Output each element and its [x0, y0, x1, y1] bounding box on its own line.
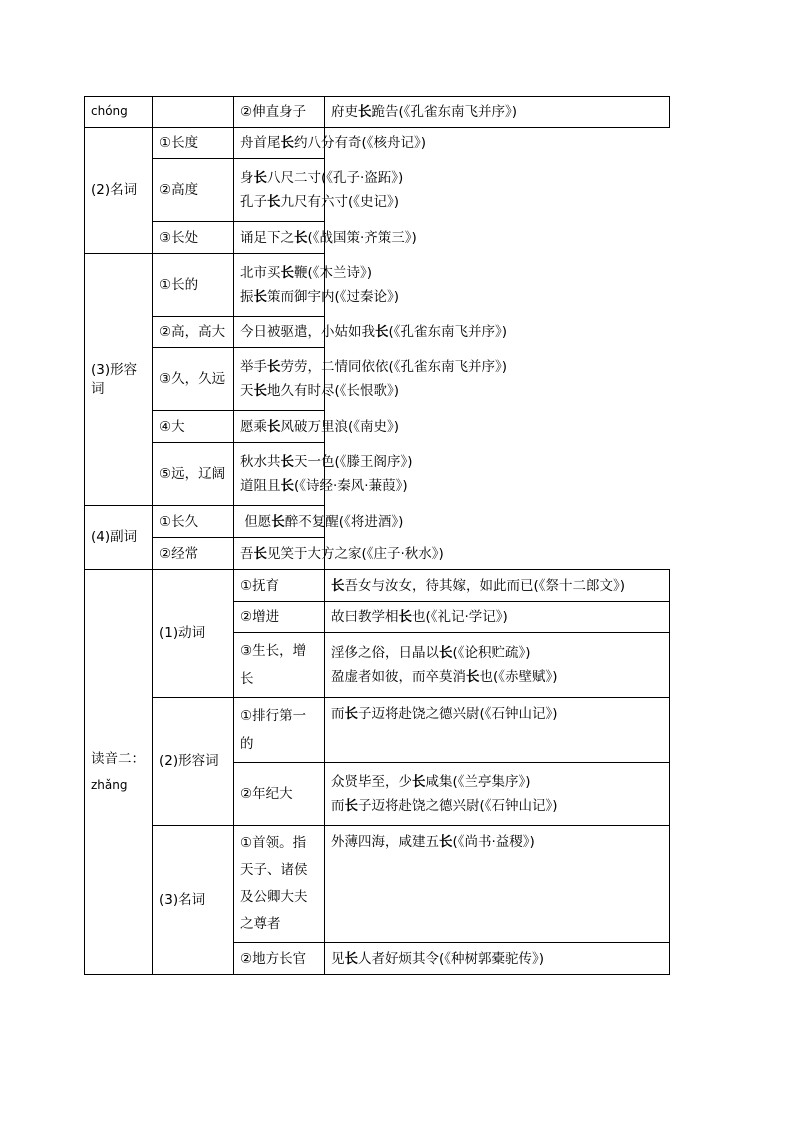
example-line: 振长策而御宇内(《过秦论》) [240, 289, 400, 305]
highlighted-character: 长 [280, 265, 294, 281]
meaning-text: ②地方长官 [240, 950, 307, 967]
example-line: 而长子迈将赴饶之德兴尉(《石钟山记》) [331, 798, 558, 814]
highlighted-character: 长 [253, 170, 267, 186]
example-cell [325, 570, 670, 602]
highlighted-character: 长 [466, 669, 480, 685]
highlighted-character: 长 [267, 194, 281, 210]
highlighted-character: 长 [439, 645, 453, 661]
highlighted-character: 长 [280, 135, 294, 151]
meaning-text: ③久，久远 [159, 371, 226, 387]
meaning-cell [153, 254, 234, 317]
meaning-text: ②增进 [240, 609, 280, 625]
meaning-cell [153, 159, 234, 222]
example-cell [234, 443, 413, 506]
example-line: 长吾女与汝女，待其嫁，如此而已(《祭十二郎文》) [331, 577, 626, 594]
example-line: 北市买长鞭(《木兰诗》) [240, 265, 373, 281]
meaning-cell [153, 128, 234, 159]
example-line: 身长八尺二寸(《孔子·盗跖》) [240, 170, 404, 186]
meaning-cell [153, 506, 234, 538]
meaning-cell [234, 570, 325, 602]
highlighted-character: 长 [271, 513, 285, 530]
meaning-text: ①抚育 [240, 577, 280, 594]
meaning-text: ①排行第一的 [240, 708, 307, 752]
meaning-text: ⑤远，辽阔 [159, 466, 226, 482]
example-line: 举手长劳劳，二情同依依(《孔雀东南飞并序》) [240, 359, 508, 375]
meaning-text: ②经常 [159, 545, 199, 562]
example-line: 外薄四海，咸建五长(《尚书·益稷》) [331, 834, 535, 850]
highlighted-character: 长 [344, 950, 358, 967]
meaning-cell [234, 943, 325, 975]
example-cell [234, 222, 417, 254]
pronunciation-cell [85, 570, 153, 975]
meaning-cell [153, 317, 234, 348]
example-cell [234, 538, 444, 570]
meaning-cell [153, 222, 234, 254]
meaning-cell [234, 97, 325, 128]
pronunciation-cell [85, 97, 153, 128]
highlighted-character: 长 [294, 229, 308, 246]
meaning-text: ①长久 [159, 513, 199, 530]
meaning-cell [153, 538, 234, 570]
meaning-text: ②伸直身子 [240, 104, 307, 120]
meaning-text: ①长的 [159, 277, 199, 293]
example-line: 但愿长醉不复醒(《将进酒》) [240, 513, 404, 530]
meaning-cell [234, 602, 325, 633]
example-cell [234, 254, 400, 317]
pos-cell: (2)形容词 [153, 698, 234, 826]
example-line: 孔子长九尺有六寸(《史记》) [240, 194, 400, 210]
example-line: 舟首尾长约八分有奇(《核舟记》) [240, 135, 427, 151]
highlighted-character: 长 [253, 289, 267, 305]
example-cell [234, 506, 404, 538]
meaning-cell [234, 633, 325, 698]
meaning-text: ②高，高大 [159, 324, 226, 340]
pos-cell: (3)名词 [153, 826, 234, 975]
example-cell [325, 943, 670, 975]
pos-cell: (1)动词 [153, 570, 234, 698]
highlighted-character: 长 [267, 359, 281, 375]
example-cell [234, 128, 427, 159]
table-row [85, 506, 670, 538]
meaning-cell [153, 348, 234, 411]
highlighted-character: 长 [267, 418, 281, 435]
pos-cell [153, 97, 234, 128]
example-line: 愿乘长风破万里浪(《南史》) [240, 418, 400, 435]
example-cell [234, 411, 400, 443]
meaning-text: ③生长，增长 [240, 643, 307, 687]
meaning-cell [234, 826, 325, 943]
highlighted-character: 长 [398, 609, 412, 625]
example-cell [325, 763, 670, 826]
meaning-text: ②高度 [159, 182, 199, 198]
example-line: 今日被驱遣，小姑如我长(《孔雀东南飞并序》) [240, 324, 508, 340]
example-cell [325, 633, 670, 698]
pos-cell: (3)形容词 [85, 254, 153, 506]
meaning-text: ①首领。指天子、诸侯及公卿大夫之尊者 [240, 835, 308, 932]
example-cell [325, 602, 670, 633]
table-row [85, 348, 670, 411]
example-line: 众贤毕至，少长咸集(《兰亭集序》) [331, 774, 531, 790]
meaning-cell [153, 443, 234, 506]
example-line: 吾长见笑于大方之家(《庄子·秋水》) [240, 545, 444, 562]
highlighted-character: 长 [331, 577, 345, 594]
example-cell [234, 317, 508, 348]
example-line: 淫侈之俗，日晶以长(《论积贮疏》) [331, 645, 531, 661]
meaning-cell [153, 411, 234, 443]
highlighted-character: 长 [344, 798, 358, 814]
meaning-cell [234, 698, 325, 763]
meaning-cell [234, 763, 325, 826]
example-line: 盈虚者如彼，而卒莫消长也(《赤壁赋》) [331, 669, 558, 685]
example-cell [325, 698, 670, 763]
table-row [85, 826, 670, 943]
example-line: 府吏长跪告(《孔雀东南飞并序》) [331, 104, 518, 120]
example-line: 见长人者好烦其令(《种树郭橐驼传》) [331, 950, 545, 967]
example-line: 故曰教学相长也(《礼记·学记》) [331, 609, 508, 625]
example-cell [325, 97, 670, 128]
meaning-text: ②年纪大 [240, 786, 293, 802]
table-row [85, 254, 670, 317]
table-row [85, 128, 670, 159]
highlighted-character: 长 [375, 324, 389, 340]
pinyin-label: chóng [91, 104, 128, 118]
example-line: 道阻且长(《诗经·秦风·蒹葭》) [240, 478, 408, 494]
highlighted-character: 长 [253, 383, 267, 399]
example-line: 天长地久有时尽(《长恨歌》) [240, 383, 400, 399]
table-row [85, 159, 670, 222]
table-row [85, 411, 670, 443]
example-line: 而长子迈将赴饶之德兴尉(《石钟山记》) [331, 706, 558, 722]
pinyin-label: zhǎng [91, 778, 128, 792]
pos-cell: (4)副词 [85, 506, 153, 570]
highlighted-character: 长 [253, 545, 267, 562]
highlighted-character: 长 [280, 478, 294, 494]
pos-cell: (2)名词 [85, 128, 153, 254]
table-row [85, 443, 670, 506]
meaning-text: ③长处 [159, 229, 199, 246]
table-row [85, 538, 670, 570]
highlighted-character: 长 [439, 834, 453, 850]
table-row [85, 570, 670, 602]
definitions-table [84, 96, 670, 975]
meaning-text: ④大 [159, 418, 185, 435]
table-row [85, 97, 670, 128]
meaning-text: ①长度 [159, 135, 199, 151]
example-cell [234, 348, 508, 411]
example-line: 秋水共长天一色(《滕王阁序》) [240, 454, 413, 470]
table-row [85, 222, 670, 254]
highlighted-character: 长 [280, 454, 294, 470]
highlighted-character: 长 [358, 104, 372, 120]
pronunciation-label: 读音二： [91, 751, 145, 767]
example-cell [234, 159, 404, 222]
highlighted-character: 长 [344, 706, 358, 722]
example-line: 诵足下之长(《战国策·齐策三》) [240, 229, 417, 246]
example-cell [325, 826, 670, 943]
table-row [85, 317, 670, 348]
highlighted-character: 长 [412, 774, 426, 790]
table-row [85, 698, 670, 763]
